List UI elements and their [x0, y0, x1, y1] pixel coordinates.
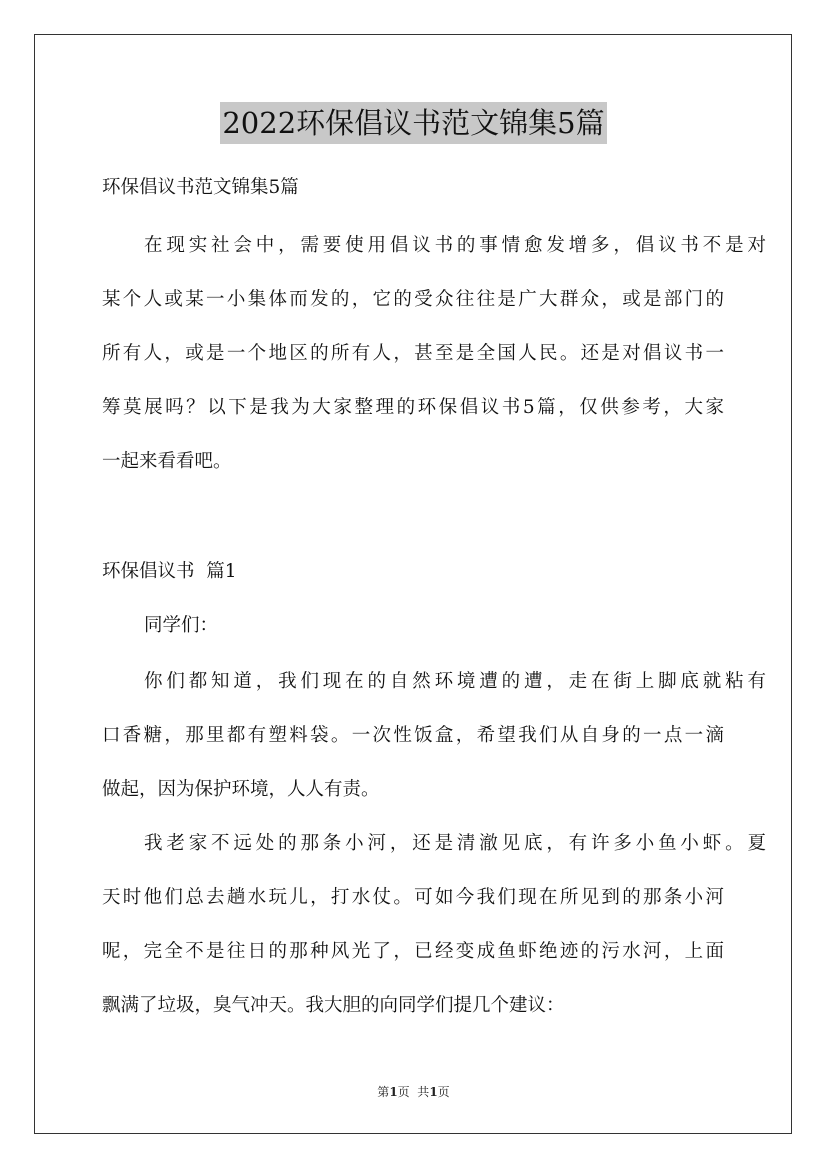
para2-line-1: 我老家不远处的那条小河，还是清澈见底，有许多小鱼小虾。夏: [144, 833, 766, 854]
page-footer: [0, 1083, 827, 1100]
para2-line-3: 呢，完全不是往日的那种风光了，已经变成鱼虾绝迹的污水河，上面: [102, 941, 724, 962]
footer-total-pages: 1: [429, 1085, 438, 1099]
intro-line-4: 筹莫展吗？以下是我为大家整理的环保倡议书5篇，仅供参考，大家: [102, 397, 724, 418]
subtitle: 环保倡议书范文锦集5篇: [102, 177, 299, 198]
para2-line-2: 天时他们总去趟水玩儿，打水仗。可如今我们现在所见到的那条小河: [102, 887, 724, 908]
intro-line-1: 在现实社会中，需要使用倡议书的事情愈发增多，倡议书不是对: [144, 235, 766, 256]
intro-line-5: 一起来看看吧。: [102, 451, 232, 472]
title-wrap: [0, 102, 827, 144]
footer-page-suffix: 页 共: [397, 1085, 430, 1099]
para1-line-3: 做起，因为保护环境，人人有责。: [102, 779, 380, 800]
salutation: 同学们：: [144, 615, 219, 636]
intro-line-2: 某个人或某一小集体而发的，它的受众往往是广大群众，或是部门的: [102, 289, 724, 310]
intro-line-3: 所有人，或是一个地区的所有人，甚至是全国人民。还是对倡议书一: [102, 343, 724, 364]
para1-line-2: 口香糖，那里都有塑料袋。一次性饭盒，希望我们从自身的一点一滴: [102, 725, 724, 746]
section-heading: 环保倡议书 篇1: [102, 561, 237, 582]
footer-total-suffix: 页: [437, 1085, 450, 1099]
footer-page-number: 1: [389, 1085, 398, 1099]
footer-page-prefix: 第: [377, 1085, 390, 1099]
para2-line-4: 飘满了垃圾，臭气冲天。我大胆的向同学们提几个建议：: [102, 995, 565, 1016]
document-title: 2022环保倡议书范文锦集5篇: [220, 102, 606, 144]
para1-line-1: 你们都知道，我们现在的自然环境遭的遭，走在街上脚底就粘有: [144, 671, 766, 692]
